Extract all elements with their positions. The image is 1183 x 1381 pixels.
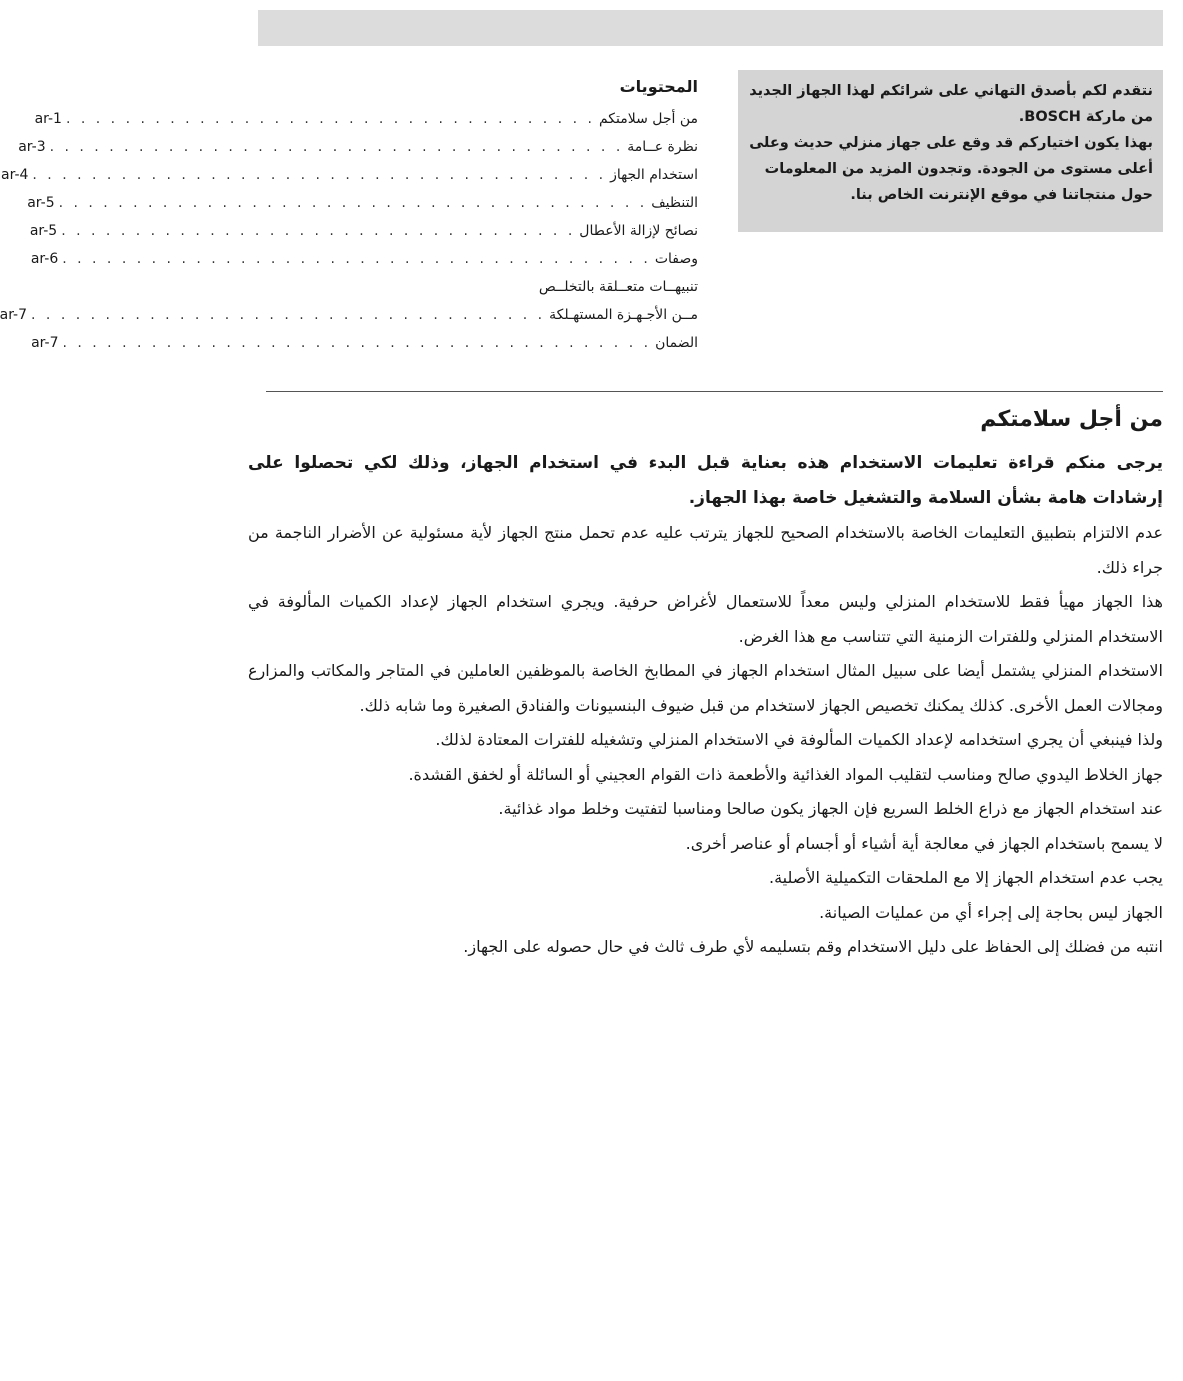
toc-entry-label: استخدام الجهاز — [610, 167, 698, 183]
section-heading: من أجل سلامتكم — [980, 407, 1163, 432]
body-paragraph: الجهاز ليس بحاجة إلى إجراء أي من عمليات الصيانة. — [819, 902, 1163, 922]
header-bar — [258, 10, 1163, 46]
intro-paragraph-1: نتقدم لكم بأصدق التهاني على شرائكم لهذا الجهاز الجديد من ماركة BOSCH. — [749, 83, 1153, 125]
toc-entry-page: ar-4 — [1, 167, 29, 183]
section-divider — [266, 391, 1163, 392]
toc-entry[interactable] — [31, 329, 698, 357]
toc-leader-dots: . . . . . . . . . . . . . . . . . . . . . . . . . . . . . . . . . . . . . . . . — [58, 195, 648, 211]
toc-title: المحتويات — [619, 77, 698, 96]
intro-box — [738, 70, 1163, 232]
toc-leader-dots: . . . . . . . . . . . . . . . . . . . . . . . . . . . . . . . . . . . . . . . . — [62, 335, 652, 351]
toc-entry-label: الضمان — [655, 335, 698, 351]
toc-entry-label: مــن الأجـهـزة المستهـلكة — [549, 307, 698, 323]
toc-entry[interactable] — [18, 133, 698, 161]
body-paragraph: ولذا فينبغي أن يجري استخدامه لإعداد الكميات المألوفة في الاستخدام المنزلي وتشغيله للفترات المعتادة لذلك. — [435, 730, 1163, 749]
body-paragraph: هذا الجهاز مهيأ فقط للاستخدام المنزلي وليس معداً للاستعمال لأغراض حرفية. ويجري استخدام الجهاز لإعداد الكميات المألوفة في الاستخدام المنزلي وللفترات الزمنية التي تتناسب مع هذا الغرض. — [248, 592, 1163, 646]
toc-entry-label: نظرة عــامة — [627, 139, 698, 155]
main-content — [248, 400, 1163, 965]
toc-entry-page: ar-7 — [0, 307, 28, 323]
toc-entry-page: ar-3 — [18, 139, 46, 155]
toc-entry[interactable] — [30, 245, 698, 273]
toc-entry-label: تنبيهــات متعــلقة بالتخلــص — [538, 279, 698, 295]
body-paragraph: انتبه من فضلك إلى الحفاظ على دليل الاستخدام وقم بتسليمه لأي طرف ثالث في حال حصوله على الجهاز. — [463, 937, 1163, 956]
body-paragraph: لا يسمح باستخدام الجهاز في معالجة أية أشياء أو أجسام أو عناصر أخرى. — [685, 833, 1163, 853]
toc-leader-dots: . . . . . . . . . . . . . . . . . . . . . . . . . . . . . . . . . . . . — [65, 111, 595, 127]
body-paragraph: عند استخدام الجهاز مع ذراع الخلط السريع فإن الجهاز يكون صالحا ومناسبا لتفتيت وخلط مواد غذائية. — [498, 799, 1163, 818]
toc-entry-page: ar-1 — [34, 111, 62, 127]
lead-paragraph: يرجى منكم قراءة تعليمات الاستخدام هذه بعناية قبل البدء في استخدام الجهاز، وذلك لكي تحصلوا على إرشادات هامة بشأن السلامة والتشغيل خاصة بهذا الجهاز. — [248, 453, 1163, 508]
toc-entry[interactable] — [27, 189, 698, 217]
toc-entry[interactable] — [0, 301, 698, 329]
body-paragraph: عدم الالتزام بتطبيق التعليمات الخاصة بالاستخدام الصحيح للجهاز يترتب عليه عدم تحمل منتج الجهاز لأية مسئولية عن الأضرار الناجمة من جراء ذلك. — [248, 523, 1163, 577]
toc-entry-label: وصفات — [654, 251, 698, 267]
toc-leader-dots: . . . . . . . . . . . . . . . . . . . . . . . . . . . . . . . . . . . . . . . — [32, 167, 607, 183]
toc-leader-dots: . . . . . . . . . . . . . . . . . . . . . . . . . . . . . . . . . . . . . . . — [49, 139, 624, 155]
toc-entry[interactable] — [34, 105, 698, 133]
toc-entry-label: التنظيف — [651, 195, 698, 211]
toc-entry[interactable] — [268, 273, 698, 301]
intro-paragraph-2: بهذا يكون اختياركم قد وقع على جهاز منزلي حديث وعلى أعلى مستوى من الجودة. وتجدون المزيد من المعلومات حول منتجاتنا في موقع الإنترنت الخاص بنا. — [749, 135, 1153, 203]
toc-leader-dots: . . . . . . . . . . . . . . . . . . . . . . . . . . . . . . . . . . . . . . . . — [62, 251, 651, 267]
table-of-contents — [0, 75, 698, 357]
toc-leader-dots: . . . . . . . . . . . . . . . . . . . . . . . . . . . . . . . . . . . — [31, 307, 546, 323]
toc-entry-page: ar-6 — [30, 251, 59, 267]
toc-entry-label: من أجل سلامتكم — [598, 111, 698, 127]
toc-entry-page: ar-5 — [27, 195, 55, 211]
toc-entry-page: ar-7 — [31, 335, 59, 351]
body-paragraph: يجب عدم استخدام الجهاز إلا مع الملحقات التكميلية الأصلية. — [768, 868, 1163, 887]
body-paragraph: الاستخدام المنزلي يشتمل أيضا على سبيل المثال استخدام الجهاز في المطابخ الخاصة بالموظفين العاملين في المتاجر والمكاتب والمزارع ومجالات العمل الأخرى. كذلك يمكنك تخصيص الجهاز لاستخدام من قبل ضيوف البنسيونات والفنادق الصغيرة وما شابه ذلك. — [248, 661, 1163, 715]
toc-entry[interactable] — [29, 217, 698, 245]
toc-entry-page: ar-5 — [29, 223, 58, 239]
body-paragraph: جهاز الخلاط اليدوي صالح ومناسب لتقليب المواد الغذائية والأطعمة ذات القوام العجيني أو السائلة أو لخفق القشدة. — [408, 764, 1163, 784]
toc-entry-label: نصائح لإزالة الأعطال — [579, 223, 698, 239]
toc-entry[interactable] — [1, 161, 698, 189]
toc-leader-dots: . . . . . . . . . . . . . . . . . . . . . . . . . . . . . . . . . . . — [61, 223, 576, 239]
